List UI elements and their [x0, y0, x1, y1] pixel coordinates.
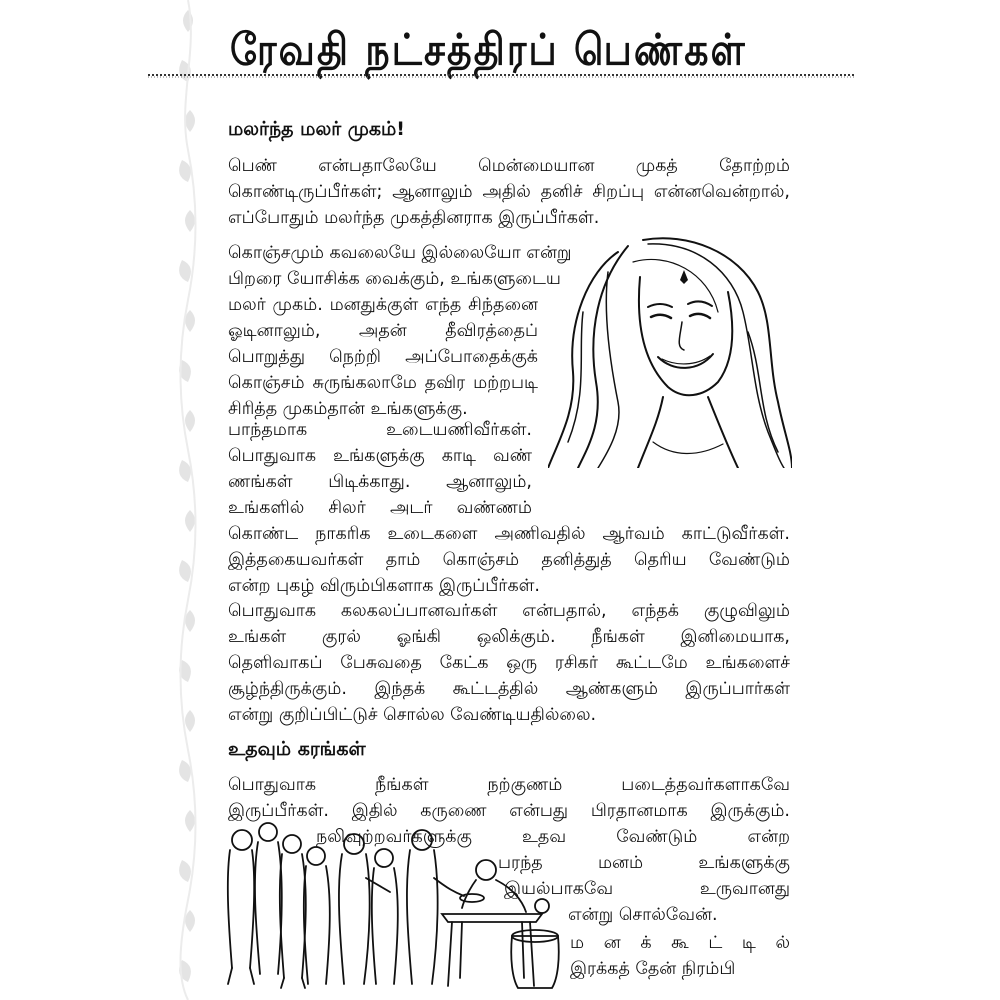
food-distribution-illustration	[222, 818, 564, 990]
text-line: இருப்பீர்கள். இதில் கருணை என்பது பிரதானமாக இருக்கும்.	[228, 801, 790, 821]
text-line: எப்போதும் மலர்ந்த முகத்தினராக இருப்பீர்கள்.	[228, 208, 600, 228]
text-line: ஓடினாலும், அதன் தீவிரத்தைப்	[228, 321, 538, 341]
text-line: பாந்தமாக உடையணிவீர்கள்.	[228, 420, 532, 440]
text-line: என்று சொல்வேன்.	[568, 905, 718, 925]
text-line: சூழ்ந்திருக்கும். இந்தக் கூட்டத்தில் ஆண்களும் இருப்பார்கள்	[228, 679, 790, 699]
paragraph	[570, 930, 790, 982]
text-line: கொண்ட நாகரிக உடைகளை அணிவதில் ஆர்வம் காட்டுவீர்கள்.	[228, 524, 790, 544]
text-line: பொதுவாக நீங்கள் நற்குணம் படைத்தவர்களாகவே	[228, 775, 790, 795]
text-line: கொஞ்சமும் கவலையே இல்லையோ என்று	[228, 243, 572, 263]
section-heading-flower-face: மலர்ந்த மலர் முகம்!	[228, 118, 405, 140]
text-line: சிரித்த முகம்தான் உங்களுக்கு.	[228, 399, 468, 419]
smiling-woman-illustration	[548, 232, 792, 468]
paragraph	[228, 598, 790, 728]
decorative-vine-border	[168, 0, 208, 1000]
text-line: கொஞ்சம் சுருங்கலாமே தவிர மற்றபடி	[228, 373, 538, 393]
text-line: கொண்டிருப்பீர்கள்; ஆனாலும் அதில் தனிச் சிறப்பு என்னவென்றால்,	[228, 182, 790, 202]
text-line: உங்கள் குரல் ஓங்கி ஒலிக்கும். நீங்கள் இனிமையாக,	[228, 627, 790, 647]
text-line: ணங்கள் பிடிக்காது. ஆனாலும்,	[228, 472, 532, 492]
text-line: நலிவுற்றவர்களுக்கு உதவ வேண்டும் என்ற	[316, 827, 790, 847]
text-line: பிறரை யோசிக்க வைக்கும், உங்களுடைய	[228, 269, 561, 289]
text-line: பெண் என்பதாலேயே மென்மையான முகத் தோற்றம்	[228, 156, 790, 176]
page-title: ரேவதி நட்சத்திரப் பெண்கள்	[230, 24, 747, 75]
paragraph	[228, 153, 790, 231]
text-line: என்ற புகழ் விரும்பிகளாக இருப்பீர்கள்.	[228, 576, 540, 596]
paragraph	[228, 240, 572, 422]
text-line: மலர் முகம். மனதுக்குள் எந்த சிந்தனை	[228, 295, 538, 315]
text-line: உங்களில் சிலர் அடர் வண்ணம்	[228, 498, 532, 518]
text-line: பொதுவாக கலகலப்பானவர்கள் என்பதால், எந்தக் குழுவிலும்	[228, 601, 790, 621]
text-line: தெளிவாகப் பேசுவதை கேட்க ஒரு ரசிகர் கூட்டமே உங்களைச்	[228, 653, 790, 673]
text-line: பொறுத்து நெற்றி அப்போதைக்குக்	[228, 347, 538, 367]
text-line: பரந்த மனம் உங்களுக்கு	[498, 853, 790, 873]
title-divider	[148, 72, 854, 78]
text-line: ம ன க் கூ ட் டி ல்	[570, 933, 790, 953]
text-line: இத்தகையவர்கள் தாம் கொஞ்சம் தனித்துத் தெரிய வேண்டும்	[228, 550, 790, 570]
text-line: இயல்பாகவே உருவானது	[504, 879, 790, 899]
text-line: என்று குறிப்பிட்டுச் சொல்ல வேண்டியதில்லை.	[228, 705, 597, 725]
text-line: இரக்கத் தேன் நிரம்பி	[570, 959, 736, 979]
section-heading-helping-hands: உதவும் கரங்கள்	[228, 738, 366, 760]
text-line: பொதுவாக உங்களுக்கு காடி வண்	[228, 446, 532, 466]
